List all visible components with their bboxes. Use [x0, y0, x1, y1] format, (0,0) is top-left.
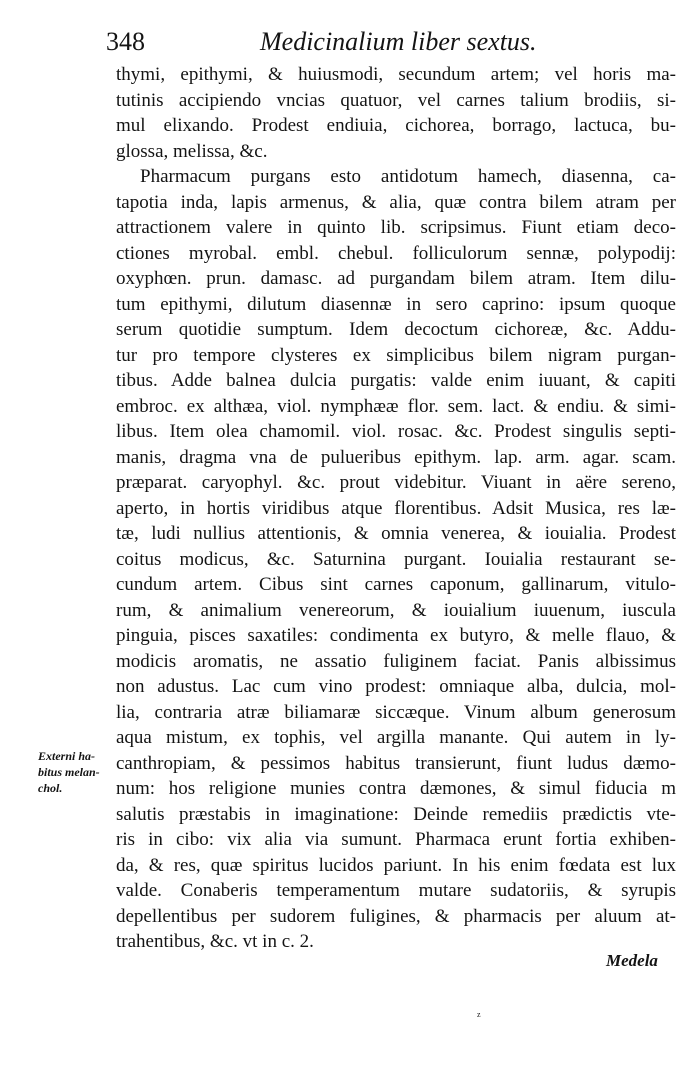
text-line: depellentibus per sudorem fuligines, & pharmacis per aluum at- — [116, 905, 676, 927]
text-line: aperto, in hortis viridibus atque florentibus. Adsit Musica, res læ- — [116, 497, 676, 519]
text-line: Pharmacum purgans esto antidotum hamech, diasenna, ca- — [140, 166, 676, 187]
text-line: tapotia inda, lapis armenus, & alia, quæ contra bilem atram per — [116, 191, 676, 213]
text-line: attractionem valere in quinto lib. scripsimus. Fiunt etiam deco- — [116, 217, 676, 238]
text-line: manis, dragma vna de pulueribus epithym. lap. arm. agar. scam. — [116, 446, 676, 468]
margin-note — [38, 748, 116, 796]
text-line: coitus modicus, &c. Saturnina purgant. Iouialia restaurant se- — [116, 548, 676, 570]
text-line: thymi, epithymi, & huiusmodi, secundum artem; vel horis ma- — [116, 64, 676, 85]
text-line: præparat. caryophyl. &c. prout videbitur. Viuant in aëre sereno, — [116, 472, 676, 493]
text-line: tibus. Adde balnea dulcia purgatis: valde enim iuuant, & capiti — [116, 370, 676, 391]
text-line: non adustus. Lac cum vino prodest: omniaque alba, dulcia, mol- — [116, 676, 676, 697]
text-line: mul elixando. Prodest endiuia, cichorea, borrago, lactuca, bu- — [116, 115, 676, 136]
text-line: salutis præstabis in imaginatione: Deinde remediis prædictis vte- — [116, 803, 676, 825]
signature-mark: z — [477, 1010, 481, 1019]
text-line: cundum artem. Cibus sint carnes caponum, gallinarum, vitulo- — [116, 574, 676, 595]
page-number: 348 — [106, 27, 145, 56]
text-line: num: hos religione munies contra dæmones, & simul fiducia m — [116, 778, 676, 799]
text-line: rum, & animalium venereorum, & iouialium iuuenum, iuscula — [116, 599, 676, 621]
text-line: tum epithymi, dilutum diasennæ in sero caprino: ipsum quoque — [116, 293, 676, 315]
text-line: embroc. ex althæa, viol. nymphææ flor. sem. lact. & endiu. & simi- — [116, 395, 676, 417]
text-line: lia, contraria atræ biliamaræ siccæque. Vinum album generosum — [116, 701, 676, 723]
text-line: tæ, ludi nullius attentionis, & omnia venerea, & iouialia. Prodest — [116, 523, 676, 544]
text-line: modicis aromatis, ne assatio fuliginem faciat. Panis albissimus — [116, 650, 676, 672]
margin-note-line: bitus melan- — [38, 765, 100, 779]
text-line: valde. Conaberis temperamentum mutare sudatoriis, & syrupis — [116, 880, 676, 901]
text-line: aqua mistum, ex tophis, vel argilla manante. Qui autem in ly- — [116, 727, 676, 748]
text-line: da, & res, quæ spiritus lucidos pariunt. In his enim fœdata est lux — [116, 854, 676, 876]
text-line: ctiones myrobal. embl. chebul. folliculorum sennæ, polypodij: — [116, 242, 676, 264]
catchword: Medela — [606, 951, 658, 970]
text-line: canthropiam, & pessimos habitus transierunt, fiunt ludus dæmo- — [116, 752, 676, 774]
margin-note-line: Externi ha- — [38, 749, 96, 763]
body-text — [116, 62, 676, 955]
margin-note-line: chol. — [38, 781, 63, 795]
text-line: oxyphœn. prun. damasc. ad purgandam bilem atram. Item dilu- — [116, 268, 676, 289]
text-line: ris in cibo: vix alia via sumunt. Pharmaca erunt fortia exhiben- — [116, 829, 676, 850]
running-title: Medicinalium liber sextus. — [260, 27, 537, 56]
page-header — [106, 22, 576, 62]
text-line: tur pro tempore clysteres ex simplicibus bilem nigram purgan- — [116, 344, 676, 366]
text-line: trahentibus, &c. vt in c. 2. — [116, 931, 314, 952]
text-line: glossa, melissa, &c. — [116, 140, 268, 162]
text-line: pinguia, pisces saxatiles: condimenta ex butyro, & melle flauo, & — [116, 625, 676, 646]
text-line: serum quotidie sumptum. Idem decoctum cichoreæ, &c. Addu- — [116, 319, 676, 340]
text-line: libus. Item olea chamomil. viol. rosac. &c. Prodest singulis septi- — [116, 421, 676, 442]
text-line: tutinis accipiendo vncias quatuor, vel carnes talium brodiis, si- — [116, 89, 676, 111]
